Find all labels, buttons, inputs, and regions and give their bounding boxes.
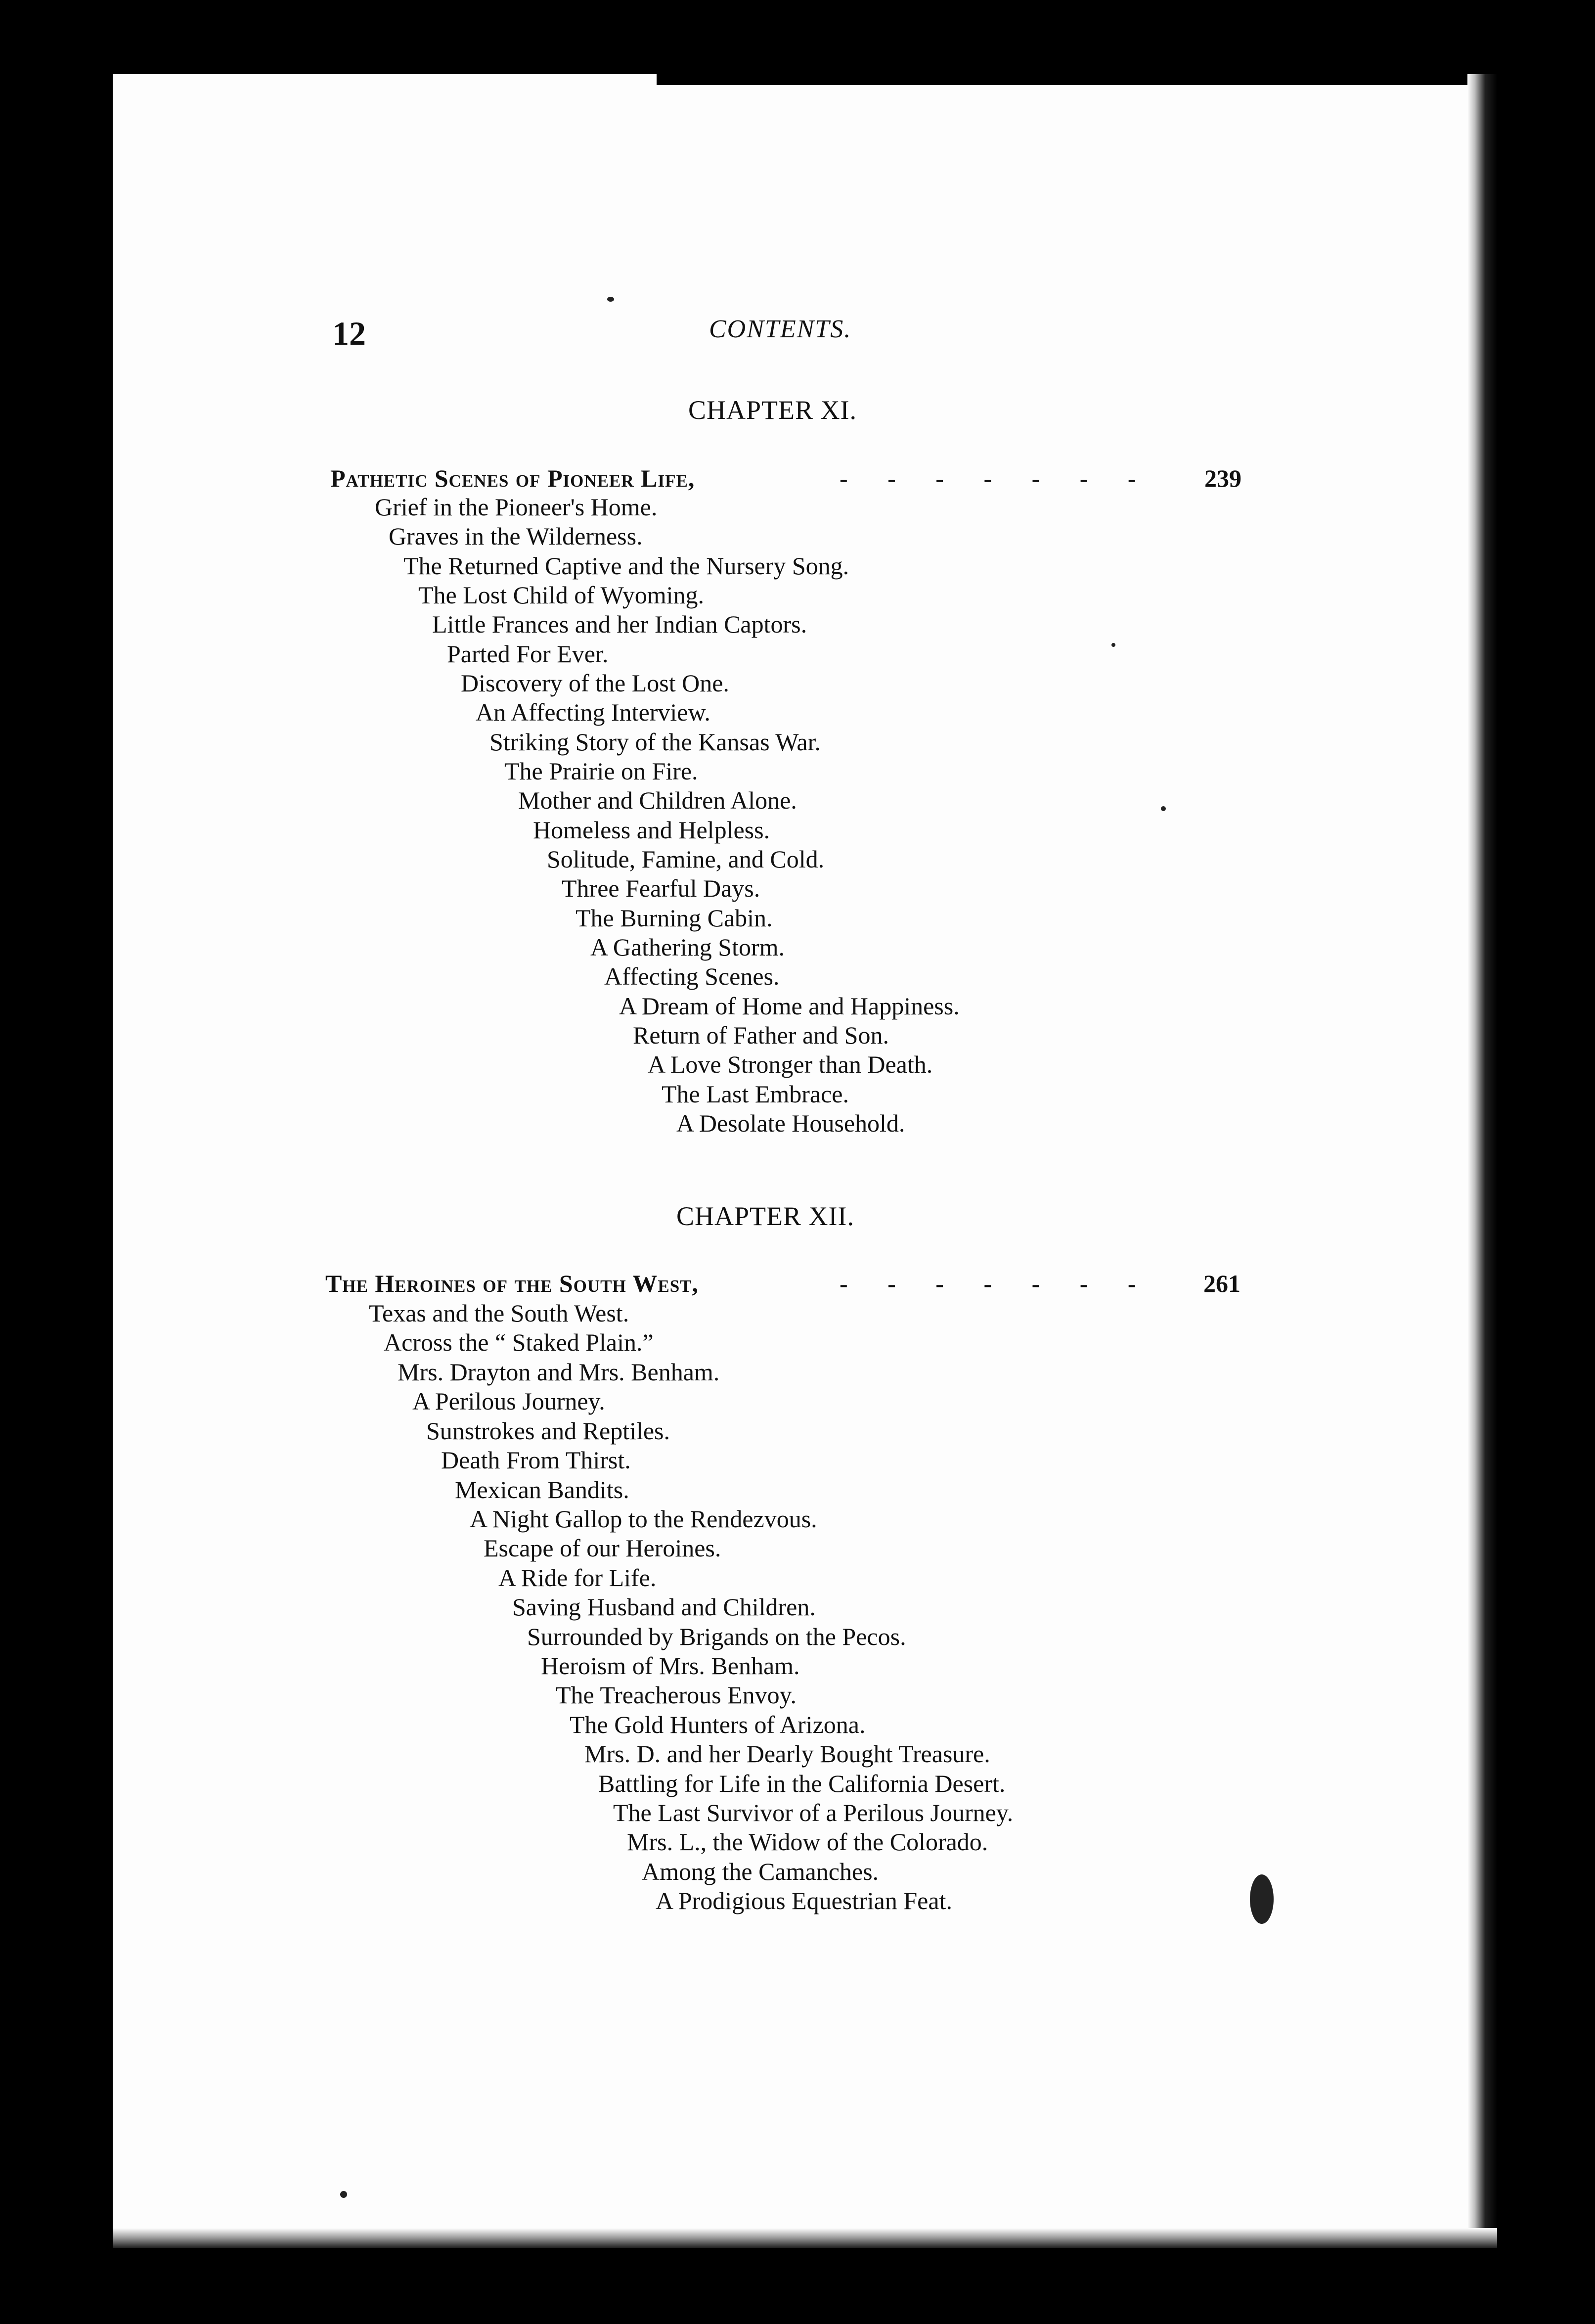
running-head: CONTENTS. [709,315,852,343]
topic-line: The Lost Child of Wyoming. [418,581,704,609]
top-scan-edge [657,74,1497,85]
bottom-scan-edge [113,2228,1497,2248]
scan-speck [607,297,614,302]
topic-line: Grief in the Pioneer's Home. [375,493,658,521]
dot-leader: - - - - - - - [840,1270,1153,1297]
chapter-page-number: 239 [1204,464,1241,492]
topic-line: Three Fearful Days. [562,874,760,902]
topic-line: Saving Husband and Children. [512,1593,816,1621]
topic-line: Surrounded by Brigands on the Pecos. [527,1623,906,1650]
topic-line: Homeless and Helpless. [533,816,770,844]
topic-line: A Night Gallop to the Rendezvous. [470,1505,817,1533]
topic-line: The Last Embrace. [662,1080,849,1108]
scan-speck [1161,806,1166,811]
topic-line: The Burning Cabin. [576,904,773,932]
topic-line: Escape of our Heroines. [484,1534,721,1562]
topic-line: An Affecting Interview. [476,698,710,726]
book-page [113,74,1497,2248]
scan-speck [1250,1874,1274,1924]
topic-line: A Ride for Life. [498,1564,657,1592]
topic-line: Discovery of the Lost One. [461,669,729,697]
topic-line: A Prodigious Equestrian Feat. [656,1887,952,1914]
scan-speck [340,2191,347,2198]
topic-line: The Gold Hunters of Arizona. [570,1711,866,1738]
topic-line: Striking Story of the Kansas War. [489,728,821,756]
topic-line: A Desolate Household. [676,1109,905,1137]
dot-leader: - - - - - - - [840,464,1153,492]
chapter-title: The Heroines of the South West, [325,1270,699,1297]
topic-line: Return of Father and Son. [633,1021,889,1049]
topic-line: Heroism of Mrs. Benham. [541,1652,800,1680]
topic-line: Affecting Scenes. [604,962,780,990]
topic-line: Mrs. D. and her Dearly Bought Treasure. [584,1740,990,1768]
topic-line: Mother and Children Alone. [518,786,797,814]
topic-line: Across the “ Staked Plain.” [384,1328,654,1356]
chapter-heading: CHAPTER XII. [676,1201,854,1231]
topic-line: Graves in the Wilderness. [389,522,643,550]
chapter-page-number: 261 [1203,1270,1241,1297]
topic-line: The Treacherous Envoy. [556,1681,797,1709]
topic-line: Mexican Bandits. [455,1476,629,1504]
topic-line: A Gathering Storm. [590,933,785,961]
topic-line: A Love Stronger than Death. [648,1050,933,1078]
topic-line: Death From Thirst. [441,1446,631,1474]
right-scan-edge [1467,74,1497,2248]
page-number: 12 [332,315,366,352]
chapter-heading: CHAPTER XI. [688,395,857,425]
topic-line: Mrs. Drayton and Mrs. Benham. [398,1358,720,1386]
topic-line: The Returned Captive and the Nursery Song. [403,552,849,580]
topic-line: A Perilous Journey. [412,1387,605,1415]
topic-line: Texas and the South West. [369,1299,629,1327]
topic-line: Battling for Life in the California Desert. [598,1770,1006,1797]
topic-line: Mrs. L., the Widow of the Colorado. [627,1828,988,1856]
topic-line: A Dream of Home and Happiness. [619,992,960,1020]
topic-line: The Last Survivor of a Perilous Journey. [613,1799,1014,1826]
scan-speck [1111,643,1115,647]
topic-line: Little Frances and her Indian Captors. [432,610,807,638]
topic-line: Parted For Ever. [447,640,609,668]
topic-line: Solitude, Famine, and Cold. [547,845,825,873]
chapter-title: Pathetic Scenes of Pioneer Life, [330,464,695,492]
topic-line: Among the Camanches. [642,1858,879,1885]
topic-line: The Prairie on Fire. [504,757,698,785]
topic-line: Sunstrokes and Reptiles. [426,1417,670,1445]
